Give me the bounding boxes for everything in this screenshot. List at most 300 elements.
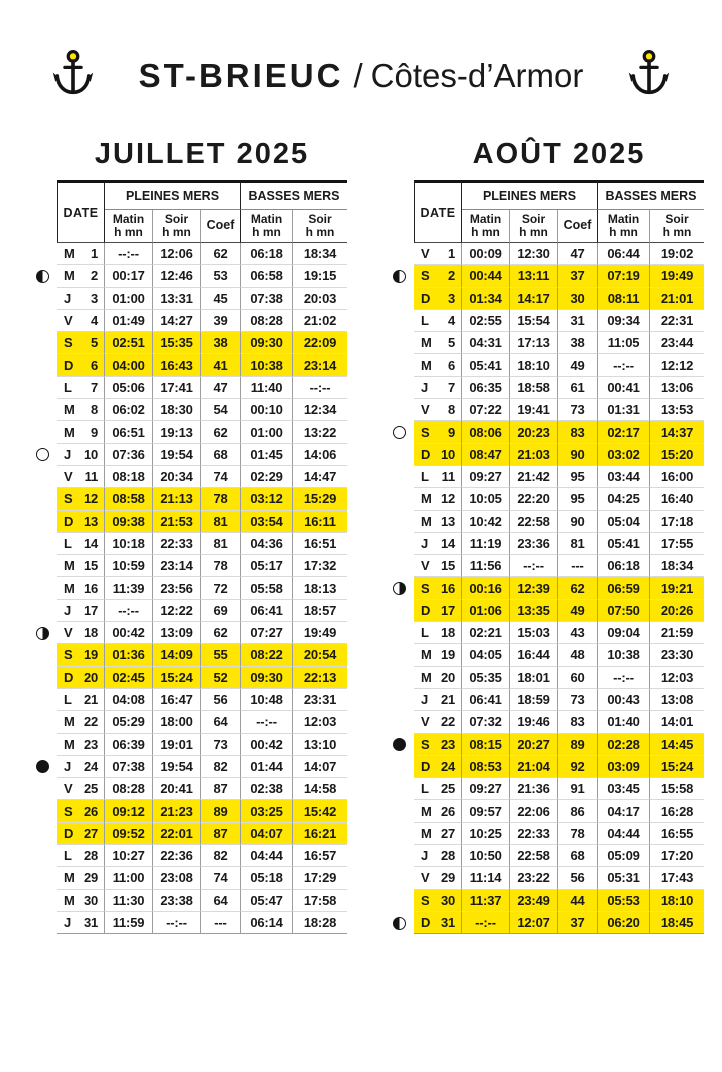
day-number: 8 xyxy=(90,402,98,418)
table-row xyxy=(392,511,704,533)
day-number: 27 xyxy=(440,825,455,841)
moon-first-quarter-icon xyxy=(393,270,406,283)
table-row xyxy=(392,466,704,488)
basse-mer-matin: 08:11 xyxy=(598,288,650,310)
day-letter: M xyxy=(421,669,432,685)
pleine-mer-matin: 06:41 xyxy=(462,689,510,711)
table-row xyxy=(35,912,347,934)
pleine-mer-matin: --:-- xyxy=(105,600,153,622)
pleine-mer-matin: 10:50 xyxy=(462,845,510,867)
basse-mer-soir: 22:13 xyxy=(293,667,347,689)
pleine-mer-soir: 22:20 xyxy=(510,488,558,510)
moon-cell xyxy=(392,243,414,265)
coefficient: 69 xyxy=(201,600,241,622)
table-row xyxy=(392,288,704,310)
coefficient: 37 xyxy=(558,912,598,934)
moon-cell xyxy=(35,466,57,488)
basse-mer-soir: 23:31 xyxy=(293,689,347,711)
basse-mer-soir: 14:07 xyxy=(293,756,347,778)
pleine-mer-soir: 18:10 xyxy=(510,354,558,376)
pleine-mer-matin: 08:47 xyxy=(462,444,510,466)
date-cell xyxy=(57,711,105,733)
date-cell xyxy=(57,533,105,555)
coefficient: 83 xyxy=(558,711,598,733)
day-letter: M xyxy=(64,870,75,886)
moon-cell xyxy=(392,488,414,510)
pleine-mer-matin: 04:05 xyxy=(462,644,510,666)
table-row xyxy=(392,555,704,577)
pleine-mer-matin: 00:17 xyxy=(105,265,153,287)
col-header-date: DATE xyxy=(57,180,105,243)
moon-cell xyxy=(35,689,57,711)
table-row xyxy=(35,711,347,733)
moon-cell xyxy=(35,399,57,421)
day-letter: V xyxy=(421,714,430,730)
pleine-mer-soir: 18:00 xyxy=(153,711,201,733)
day-number: 16 xyxy=(440,580,455,596)
pleine-mer-matin: 02:45 xyxy=(105,667,153,689)
coefficient: 73 xyxy=(558,399,598,421)
moon-cell xyxy=(392,867,414,889)
basse-mer-matin: 02:17 xyxy=(598,421,650,443)
day-number: 29 xyxy=(440,870,455,886)
day-number: 19 xyxy=(83,647,98,663)
basse-mer-matin: 06:59 xyxy=(598,577,650,599)
basse-mer-matin: 04:44 xyxy=(598,823,650,845)
coefficient: 43 xyxy=(558,622,598,644)
table-row xyxy=(392,600,704,622)
day-letter: S xyxy=(421,268,430,284)
table-row xyxy=(392,332,704,354)
day-number: 24 xyxy=(440,758,455,774)
moon-cell xyxy=(392,555,414,577)
pleine-mer-matin: 09:12 xyxy=(105,800,153,822)
pleine-mer-soir: --:-- xyxy=(510,555,558,577)
basse-mer-soir: 17:55 xyxy=(650,533,704,555)
pleine-mer-soir: 22:33 xyxy=(510,823,558,845)
day-number: 5 xyxy=(90,335,98,351)
basse-mer-matin: 09:30 xyxy=(241,332,293,354)
coefficient: 83 xyxy=(558,421,598,443)
basse-mer-soir: 19:15 xyxy=(293,265,347,287)
pleine-mer-soir: 21:36 xyxy=(510,778,558,800)
pleine-mer-soir: 16:44 xyxy=(510,644,558,666)
basse-mer-soir: 22:09 xyxy=(293,332,347,354)
day-number: 19 xyxy=(440,647,455,663)
basse-mer-soir: 18:57 xyxy=(293,600,347,622)
day-number: 15 xyxy=(83,558,98,574)
day-letter: L xyxy=(421,469,429,485)
date-cell xyxy=(414,734,462,756)
table-row xyxy=(35,288,347,310)
pleine-mer-matin: 05:06 xyxy=(105,377,153,399)
coefficient: 44 xyxy=(558,890,598,912)
moon-cell xyxy=(35,243,57,265)
table-row xyxy=(392,711,704,733)
date-cell xyxy=(414,511,462,533)
day-letter: M xyxy=(64,246,75,262)
coefficient: 81 xyxy=(201,511,241,533)
pleine-mer-matin: 01:34 xyxy=(462,288,510,310)
pleine-mer-soir: 19:46 xyxy=(510,711,558,733)
table-row xyxy=(392,800,704,822)
basse-mer-matin: 01:00 xyxy=(241,421,293,443)
moon-cell xyxy=(392,734,414,756)
basse-mer-matin: 02:29 xyxy=(241,466,293,488)
table-row xyxy=(35,800,347,822)
basse-mer-matin: 05:47 xyxy=(241,890,293,912)
table-row xyxy=(35,823,347,845)
coefficient: 74 xyxy=(201,466,241,488)
coefficient: 38 xyxy=(558,332,598,354)
day-letter: M xyxy=(421,357,432,373)
basse-mer-soir: 15:29 xyxy=(293,488,347,510)
table-row xyxy=(35,243,347,265)
table-row xyxy=(392,444,704,466)
basse-mer-soir: 14:06 xyxy=(293,444,347,466)
date-cell xyxy=(414,845,462,867)
basse-mer-matin: 04:44 xyxy=(241,845,293,867)
basse-mer-matin: --:-- xyxy=(241,711,293,733)
day-letter: L xyxy=(421,781,429,797)
moon-new-icon xyxy=(36,760,49,773)
table-row xyxy=(35,600,347,622)
date-cell xyxy=(414,912,462,934)
day-number: 5 xyxy=(447,335,455,351)
table-row xyxy=(392,533,704,555)
moon-cell xyxy=(35,867,57,889)
pleine-mer-soir: 16:47 xyxy=(153,689,201,711)
basse-mer-matin: 11:05 xyxy=(598,332,650,354)
pleine-mer-soir: 22:06 xyxy=(510,800,558,822)
basse-mer-matin: --:-- xyxy=(598,354,650,376)
moon-cell xyxy=(392,756,414,778)
date-cell xyxy=(414,667,462,689)
day-number: 9 xyxy=(447,424,455,440)
basse-mer-soir: 12:34 xyxy=(293,399,347,421)
date-cell xyxy=(57,444,105,466)
day-number: 30 xyxy=(83,892,98,908)
day-letter: J xyxy=(421,692,429,708)
day-letter: M xyxy=(64,714,75,730)
day-number: 8 xyxy=(447,402,455,418)
pleine-mer-matin: 02:55 xyxy=(462,310,510,332)
day-letter: J xyxy=(64,602,72,618)
date-cell xyxy=(414,867,462,889)
coefficient: 30 xyxy=(558,288,598,310)
day-letter: D xyxy=(64,357,74,373)
moon-cell xyxy=(392,310,414,332)
basse-mer-soir: 14:58 xyxy=(293,778,347,800)
basse-mer-matin: 03:25 xyxy=(241,800,293,822)
basse-mer-soir: 15:24 xyxy=(650,756,704,778)
day-letter: L xyxy=(64,379,72,395)
moon-cell xyxy=(392,800,414,822)
date-cell xyxy=(57,354,105,376)
coefficient: 91 xyxy=(558,778,598,800)
moon-cell xyxy=(35,577,57,599)
col-header-basses-mers: BASSES MERS xyxy=(598,180,704,210)
moon-cell xyxy=(35,533,57,555)
date-cell xyxy=(57,488,105,510)
pleine-mer-matin: 06:51 xyxy=(105,421,153,443)
pleine-mer-matin: 10:25 xyxy=(462,823,510,845)
moon-cell xyxy=(392,600,414,622)
day-letter: S xyxy=(421,736,430,752)
day-letter: D xyxy=(421,290,431,306)
pleine-mer-matin: 09:27 xyxy=(462,778,510,800)
basse-mer-matin: 05:09 xyxy=(598,845,650,867)
table-row xyxy=(35,644,347,666)
day-letter: J xyxy=(64,915,72,931)
table-row xyxy=(35,778,347,800)
moon-cell xyxy=(392,845,414,867)
pleine-mer-matin: --:-- xyxy=(462,912,510,934)
basse-mer-soir: 19:49 xyxy=(650,265,704,287)
pleine-mer-matin: 00:16 xyxy=(462,577,510,599)
coefficient: 89 xyxy=(558,734,598,756)
pleine-mer-soir: 13:11 xyxy=(510,265,558,287)
date-cell xyxy=(414,288,462,310)
col-header-pleines-mers: PLEINES MERS xyxy=(105,180,241,210)
day-letter: M xyxy=(421,335,432,351)
day-number: 7 xyxy=(447,379,455,395)
pleine-mer-soir: 14:27 xyxy=(153,310,201,332)
day-letter: M xyxy=(64,736,75,752)
pleine-mer-matin: 06:02 xyxy=(105,399,153,421)
coefficient: 56 xyxy=(558,867,598,889)
date-cell xyxy=(414,265,462,287)
basse-mer-soir: 17:58 xyxy=(293,890,347,912)
day-number: 18 xyxy=(83,625,98,641)
month-title: AOÛT 2025 xyxy=(472,138,646,170)
date-cell xyxy=(414,644,462,666)
coefficient: 92 xyxy=(558,756,598,778)
tide-table xyxy=(392,180,704,934)
basse-mer-matin: 05:18 xyxy=(241,867,293,889)
pleine-mer-soir: 21:23 xyxy=(153,800,201,822)
pleine-mer-matin: 11:19 xyxy=(462,533,510,555)
pleine-mer-matin: 06:35 xyxy=(462,377,510,399)
coefficient: 89 xyxy=(201,800,241,822)
basse-mer-soir: 21:01 xyxy=(650,288,704,310)
date-cell xyxy=(57,577,105,599)
date-cell xyxy=(414,310,462,332)
date-cell xyxy=(414,823,462,845)
moon-cell xyxy=(392,444,414,466)
date-cell xyxy=(57,555,105,577)
pleine-mer-soir: --:-- xyxy=(153,912,201,934)
table-row xyxy=(392,689,704,711)
pleine-mer-soir: 21:53 xyxy=(153,511,201,533)
day-letter: M xyxy=(421,803,432,819)
table-row xyxy=(35,756,347,778)
basse-mer-matin: 02:38 xyxy=(241,778,293,800)
day-letter: V xyxy=(64,625,73,641)
day-number: 26 xyxy=(440,803,455,819)
day-number: 18 xyxy=(440,625,455,641)
coefficient: 39 xyxy=(201,310,241,332)
day-letter: S xyxy=(64,647,73,663)
basse-mer-matin: 04:17 xyxy=(598,800,650,822)
basse-mer-matin: 00:43 xyxy=(598,689,650,711)
moon-cell xyxy=(35,377,57,399)
day-letter: M xyxy=(421,647,432,663)
basse-mer-soir: 17:20 xyxy=(650,845,704,867)
moon-cell xyxy=(392,823,414,845)
day-number: 4 xyxy=(90,313,98,329)
moon-cell xyxy=(35,711,57,733)
coefficient: 90 xyxy=(558,444,598,466)
day-number: 2 xyxy=(447,268,455,284)
date-cell xyxy=(414,622,462,644)
date-cell xyxy=(57,912,105,934)
basse-mer-matin: 01:45 xyxy=(241,444,293,466)
moon-first-quarter-icon xyxy=(36,270,49,283)
pleine-mer-matin: 09:27 xyxy=(462,466,510,488)
pleine-mer-soir: 23:36 xyxy=(510,533,558,555)
basse-mer-matin: 05:41 xyxy=(598,533,650,555)
pleine-mer-soir: 20:27 xyxy=(510,734,558,756)
date-cell xyxy=(57,644,105,666)
pleine-mer-matin: 11:00 xyxy=(105,867,153,889)
day-number: 25 xyxy=(83,781,98,797)
basse-mer-matin: 05:58 xyxy=(241,577,293,599)
month-juillet xyxy=(35,138,347,934)
table-row xyxy=(392,488,704,510)
coefficient: 81 xyxy=(201,533,241,555)
pleine-mer-soir: 13:35 xyxy=(510,600,558,622)
pleine-mer-soir: 18:59 xyxy=(510,689,558,711)
moon-last-quarter-icon xyxy=(36,627,49,640)
day-number: 31 xyxy=(440,915,455,931)
date-cell xyxy=(414,800,462,822)
table-row xyxy=(392,734,704,756)
moon-cell xyxy=(392,288,414,310)
pleine-mer-soir: 17:41 xyxy=(153,377,201,399)
basse-mer-matin: 03:44 xyxy=(598,466,650,488)
basse-mer-soir: 16:51 xyxy=(293,533,347,555)
coefficient: 64 xyxy=(201,890,241,912)
basse-mer-matin: 09:34 xyxy=(598,310,650,332)
day-number: 21 xyxy=(83,692,98,708)
table-row xyxy=(35,867,347,889)
coefficient: 48 xyxy=(558,644,598,666)
moon-cell xyxy=(35,778,57,800)
date-cell xyxy=(57,288,105,310)
day-number: 9 xyxy=(90,424,98,440)
basse-mer-matin: 06:41 xyxy=(241,600,293,622)
basse-mer-matin: 01:44 xyxy=(241,756,293,778)
moon-cell xyxy=(35,600,57,622)
basse-mer-matin: 05:53 xyxy=(598,890,650,912)
pleine-mer-matin: 07:38 xyxy=(105,756,153,778)
pleine-mer-matin: 08:15 xyxy=(462,734,510,756)
pleine-mer-soir: 21:03 xyxy=(510,444,558,466)
pleine-mer-soir: 18:58 xyxy=(510,377,558,399)
day-number: 11 xyxy=(441,469,455,485)
coefficient: 87 xyxy=(201,778,241,800)
pleine-mer-matin: --:-- xyxy=(105,243,153,265)
basse-mer-matin: 03:12 xyxy=(241,488,293,510)
pleine-mer-soir: 14:17 xyxy=(510,288,558,310)
day-number: 23 xyxy=(83,736,98,752)
pleine-mer-soir: 23:14 xyxy=(153,555,201,577)
basse-mer-matin: 06:20 xyxy=(598,912,650,934)
coefficient: 62 xyxy=(558,577,598,599)
coefficient: --- xyxy=(201,912,241,934)
coefficient: 52 xyxy=(201,667,241,689)
day-letter: V xyxy=(421,246,430,262)
day-number: 21 xyxy=(440,692,455,708)
date-cell xyxy=(57,399,105,421)
pleine-mer-matin: 11:37 xyxy=(462,890,510,912)
coefficient: 49 xyxy=(558,600,598,622)
col-header-pleines-mers: PLEINES MERS xyxy=(462,180,598,210)
coefficient: 81 xyxy=(558,533,598,555)
moon-full-icon xyxy=(393,426,406,439)
col-header-basses-mers: BASSES MERS xyxy=(241,180,347,210)
table-row xyxy=(35,577,347,599)
coefficient: 31 xyxy=(558,310,598,332)
day-letter: J xyxy=(421,536,429,551)
day-number: 29 xyxy=(83,870,98,886)
date-cell xyxy=(57,778,105,800)
coefficient: 90 xyxy=(558,511,598,533)
basse-mer-soir: 21:02 xyxy=(293,310,347,332)
date-cell xyxy=(57,667,105,689)
basse-mer-soir: 12:03 xyxy=(650,667,704,689)
moon-cell xyxy=(392,890,414,912)
basse-mer-soir: 19:21 xyxy=(650,577,704,599)
coefficient: 72 xyxy=(201,577,241,599)
col-header-basses-soir: Soir h mn xyxy=(650,210,704,243)
page-title xyxy=(139,57,584,95)
date-cell xyxy=(414,778,462,800)
day-number: 1 xyxy=(447,246,455,262)
anchor-icon xyxy=(52,48,94,104)
pleine-mer-soir: 19:13 xyxy=(153,421,201,443)
day-number: 30 xyxy=(440,892,455,908)
pleine-mer-matin: 01:06 xyxy=(462,600,510,622)
coefficient: --- xyxy=(558,555,598,577)
date-cell xyxy=(414,354,462,376)
anchor-icon xyxy=(628,48,670,104)
pleine-mer-matin: 06:39 xyxy=(105,734,153,756)
table-header xyxy=(35,180,347,243)
day-number: 14 xyxy=(440,536,455,551)
basse-mer-matin: 00:42 xyxy=(241,734,293,756)
basse-mer-matin: 04:07 xyxy=(241,823,293,845)
pleine-mer-matin: 04:00 xyxy=(105,354,153,376)
coefficient: 74 xyxy=(201,867,241,889)
coefficient: 54 xyxy=(201,399,241,421)
coefficient: 41 xyxy=(201,354,241,376)
moon-cell xyxy=(35,644,57,666)
table-row xyxy=(35,265,347,287)
pleine-mer-soir: 20:23 xyxy=(510,421,558,443)
basse-mer-matin: 00:41 xyxy=(598,377,650,399)
table-row xyxy=(35,622,347,644)
table-row xyxy=(392,890,704,912)
table-row xyxy=(35,444,347,466)
col-header-basses-matin: Matin h mn xyxy=(598,210,650,243)
coefficient: 78 xyxy=(201,488,241,510)
moon-cell xyxy=(35,734,57,756)
date-cell xyxy=(414,377,462,399)
table-row xyxy=(392,310,704,332)
title-region: Côtes-d’Armor xyxy=(370,57,584,94)
